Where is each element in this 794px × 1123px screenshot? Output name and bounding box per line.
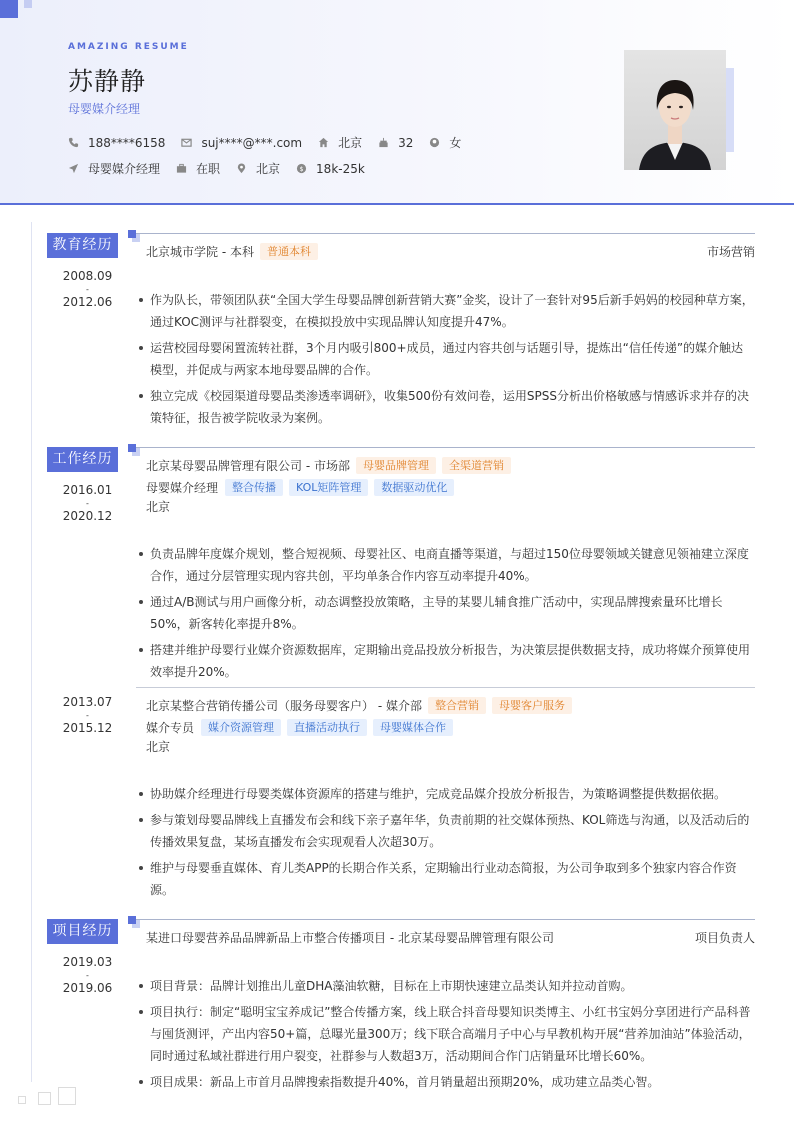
work-section-title: 工作经历 <box>47 447 118 472</box>
job1-company-line <box>146 456 755 474</box>
gender-item <box>429 134 461 151</box>
company-name: 北京某整合营销传播公司（服务母婴客户） - 媒介部 <box>146 698 422 713</box>
status-item <box>176 160 220 177</box>
job2-dates: 2013.07 - 2015.12 <box>62 695 113 735</box>
intent-position-item <box>68 160 160 177</box>
age-text: 32 <box>398 135 414 150</box>
contact-row <box>68 134 477 151</box>
company-tag: 整合营销 <box>428 697 486 714</box>
date-end: 2015.12 <box>62 721 113 735</box>
education-header <box>146 242 755 260</box>
resume-header <box>0 0 794 205</box>
salary-text: 18k-25k <box>316 161 365 176</box>
job1-dates: 2016.01 - 2020.12 <box>62 483 113 523</box>
section-divider <box>136 447 755 448</box>
decor-square <box>58 1087 76 1105</box>
decor-square <box>18 1096 26 1104</box>
money-icon <box>296 163 307 174</box>
list-item: 参与策划母婴品牌线上直播发布会和线下亲子嘉年华，负责前期的社交媒体预热、KOL筛选与沟通，以及活动后的传播效果复盘，某场直播发布会实现观看人次超30万。 <box>138 809 754 853</box>
date-start: 2016.01 <box>62 483 113 497</box>
list-item: 负责品牌年度媒介规划，整合短视频、母婴社区、电商直播等渠道，与超过150位母婴领域关键意见领袖建立深度合作，通过分层管理实现内容共创，平均单条合作内容互动率提升40%。 <box>138 543 754 587</box>
home-text: 北京 <box>338 136 363 150</box>
phone-text: 188****6158 <box>88 135 166 150</box>
svg-text:$: $ <box>299 164 304 173</box>
job-intent-row <box>68 160 381 177</box>
list-item: 搭建并维护母婴行业媒介资源数据库，定期输出竞品投放分析报告，为决策层提供数据支持，成功将媒介预算使用效率提升20%。 <box>138 639 754 683</box>
section-marker <box>128 916 136 924</box>
intent-city-text: 北京 <box>256 162 281 176</box>
position-tag: 数据驱动优化 <box>374 479 454 496</box>
date-start: 2008.09 <box>62 269 113 283</box>
project-section-title: 项目经历 <box>47 919 118 944</box>
job2-company-line <box>146 696 755 714</box>
status-text: 在职 <box>196 162 221 176</box>
project-role: 项目负责人 <box>694 930 755 945</box>
education-dates: 2008.09 - 2012.06 <box>62 269 113 309</box>
position-tag: 媒介资源管理 <box>201 719 281 736</box>
education-section-title: 教育经历 <box>47 233 118 258</box>
job1-city: 北京 <box>146 499 171 514</box>
home-icon <box>318 137 329 148</box>
gender-icon <box>429 137 440 148</box>
date-start: 2013.07 <box>62 695 113 709</box>
date-end: 2012.06 <box>62 295 113 309</box>
list-item: 维护与母婴垂直媒体、育儿类APP的长期合作关系，定期输出行业动态简报，为公司争取到多个独家内容合作资源。 <box>138 857 754 901</box>
list-item: 作为队长，带领团队获“全国大学生母婴品牌创新营销大赛”金奖，设计了一套针对95后新手妈妈的校园种草方案，通过KOC测评与社群裂变，在模拟投放中实现品牌认知度提升47%。 <box>138 289 754 333</box>
list-item: 项目背景：品牌计划推出儿童DHA藻油软糖，目标在上市期快速建立品类认知并拉动首购。 <box>138 975 754 997</box>
position-name: 媒介专员 <box>146 720 195 735</box>
decor-square-small <box>24 0 32 8</box>
position-tag: 整合传播 <box>225 479 283 496</box>
section-divider <box>136 233 755 234</box>
gender-text: 女 <box>449 136 462 150</box>
list-item: 项目执行：制定“聪明宝宝养成记”整合传播方案，线上联合抖音母婴知识类博主、小红书宝妈分享团进行产品科普与囤货测评，产出内容50+篇，总曝光量300万；线下联合高端月子中心与早教机构开展“营养加油站”体验活动，同时通过私域社群进行用户裂变，社群参与人数超3万，活动期间合作门店销量环比增长60%。 <box>138 1001 754 1067</box>
date-end: 2020.12 <box>62 509 113 523</box>
job-divider <box>136 687 755 688</box>
intent-city-item <box>236 160 280 177</box>
list-item: 通过A/B测试与用户画像分析，动态调整投放策略，主导的某婴儿辅食推广活动中，实现品牌搜索量环比增长50%，新客转化率提升8%。 <box>138 591 754 635</box>
job2-bullets <box>138 783 754 905</box>
age-item <box>378 136 413 150</box>
date-end: 2019.06 <box>62 981 113 995</box>
intent-position-text: 母婴媒介经理 <box>88 162 161 176</box>
candidate-role: 母婴媒介经理 <box>68 102 141 116</box>
phone-icon <box>68 137 79 148</box>
decor-square <box>38 1092 51 1105</box>
profile-photo <box>624 50 726 170</box>
job1-bullets <box>138 543 754 687</box>
job2-position-line <box>146 718 755 736</box>
education-bullets <box>138 289 754 433</box>
email-item <box>181 136 302 150</box>
section-marker <box>128 444 136 452</box>
major: 市场营销 <box>706 244 755 259</box>
date-start: 2019.03 <box>62 955 113 969</box>
position-tag: 直播活动执行 <box>287 719 367 736</box>
candidate-name: 苏静静 <box>68 67 147 96</box>
location-icon <box>236 163 247 174</box>
mail-icon <box>181 137 192 148</box>
home-item <box>318 134 362 151</box>
position-name: 母婴媒介经理 <box>146 480 219 495</box>
phone-item <box>68 136 165 150</box>
company-tag: 全渠道营销 <box>442 457 511 474</box>
project-name: 某进口母婴营养品品牌新品上市整合传播项目 - 北京某母婴品牌管理有限公司 <box>146 930 554 945</box>
timeline-line <box>31 222 32 1082</box>
position-tag: KOL矩阵管理 <box>289 479 368 496</box>
section-marker <box>128 230 136 238</box>
section-divider <box>136 919 755 920</box>
project-dates: 2019.03 - 2019.06 <box>62 955 113 995</box>
cake-icon <box>378 137 389 148</box>
email-text: suj****@***.com <box>201 135 303 150</box>
salary-item <box>296 162 365 176</box>
list-item: 项目成果：新品上市首月品牌搜索指数提升40%，首月销量超出预期20%，成功建立品类心智。 <box>138 1071 754 1093</box>
header-tagline: AMAZING RESUME <box>68 42 189 52</box>
company-tag: 母婴品牌管理 <box>356 457 436 474</box>
project-header <box>146 928 755 946</box>
list-item: 协助媒介经理进行母婴类媒体资源库的搭建与维护，完成竞品媒介投放分析报告，为策略调整提供数据依据。 <box>138 783 754 805</box>
company-tag: 母婴客户服务 <box>492 697 572 714</box>
send-icon <box>68 163 79 174</box>
job2-city: 北京 <box>146 739 171 754</box>
decor-square <box>0 0 18 18</box>
school-tag: 普通本科 <box>260 243 318 260</box>
list-item: 运营校园母婴闲置流转社群，3个月内吸引800+成员，通过内容共创与话题引导，提炼出“信任传递”的媒介触达模型，并促成与两家本地母婴品牌的合作。 <box>138 337 754 381</box>
company-name: 北京某母婴品牌管理有限公司 - 市场部 <box>146 458 350 473</box>
position-tag: 母婴媒体合作 <box>373 719 453 736</box>
list-item: 独立完成《校园渠道母婴品类渗透率调研》，收集500份有效问卷，运用SPSS分析出价格敏感与情感诉求并存的决策特征，报告被学院收录为案例。 <box>138 385 754 429</box>
project-bullets <box>138 975 754 1097</box>
school-name: 北京城市学院 - 本科 <box>146 244 254 259</box>
briefcase-icon <box>176 163 187 174</box>
job1-position-line <box>146 478 755 496</box>
